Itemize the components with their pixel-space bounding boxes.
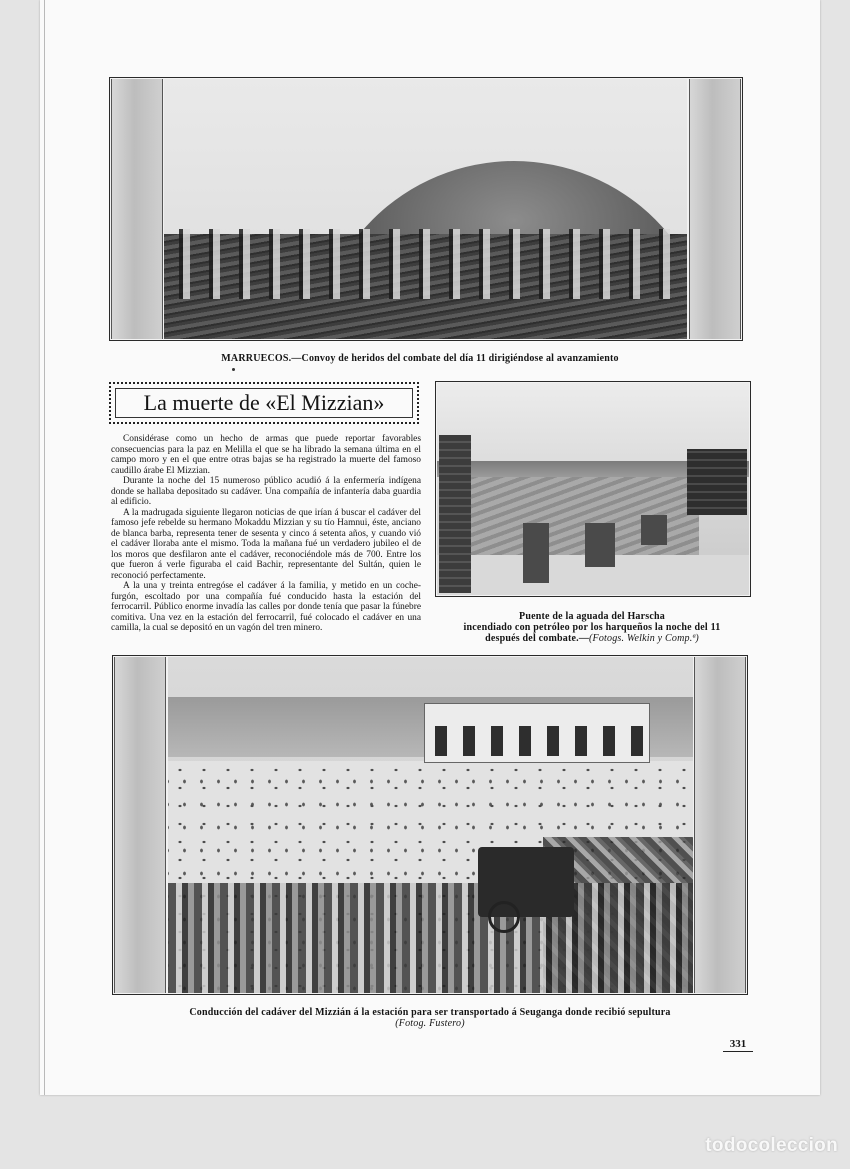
frame-left-strip <box>111 79 163 339</box>
article-body <box>111 434 421 634</box>
print-speck <box>232 368 235 371</box>
article-title-inner <box>115 388 413 418</box>
page-number: 331 <box>723 1038 753 1052</box>
convoy-photo-frame <box>109 77 743 341</box>
photo-crowd-front <box>168 883 693 993</box>
bridge-pillar-left <box>439 435 471 593</box>
convoy-caption: MARRUECOS.—Convoy de heridos del combate del día 11 dirigiéndose al avanzamiento <box>221 353 619 364</box>
convoy-soldiers <box>169 229 677 299</box>
railway-station <box>424 703 650 763</box>
convoy-photo <box>164 79 687 339</box>
article-title-box <box>109 382 419 424</box>
bridge-photo <box>437 383 749 595</box>
bridge-caption-text: después del combate.— <box>485 633 590 644</box>
article-title: La muerte de «El Mizzian» <box>143 390 385 415</box>
funeral-photo-credit: (Fotog. Fustero) <box>395 1018 465 1029</box>
bridge-caption-line: incendiado con petróleo por los harqueños la noche del 11 <box>463 622 721 633</box>
frame-right-strip <box>694 657 746 993</box>
funeral-photo-frame <box>112 655 748 995</box>
bridge-caption <box>440 611 744 644</box>
bridge-pier <box>641 515 667 545</box>
funeral-caption: Conducción del cadáver del Mizzián á la estación para ser transportado á Seuganga donde recibió sepultura <box>189 1007 671 1018</box>
frame-right-strip <box>689 79 741 339</box>
bridge-caption-line <box>440 633 744 644</box>
bridge-pier <box>585 523 615 567</box>
bridge-photo-frame <box>435 381 751 597</box>
page-fold-line <box>44 0 45 1095</box>
bridge-pier <box>523 523 549 583</box>
article-paragraph: A la una y treinta entregóse el cadáver á la familia, y metido en un coche-furgón, escoltado por una compañía fué conducido hasta la estación del ferrocarril. Público enorme invadía las calles por donde tenía que pasar la fúnebre comitiva. Una vez en la estación del ferrocarril, fué colocado el cadáver en una camilla, la cual se depositó en un vagón del tren minero. <box>111 581 421 633</box>
bridge-pillar-right <box>687 449 747 515</box>
article-paragraph: Durante la noche del 15 numeroso público acudió á la enfermería indígena donde se hallaba depositado su cadáver. Una compañía de infantería daba guardia al edificio. <box>111 476 421 507</box>
frame-left-strip <box>114 657 166 993</box>
article-paragraph: A la madrugada siguiente llegaron noticias de que irían á buscar el cadáver del famoso jefe rebelde su hermano Mokaddu Mizzian y su tío Hamnui, éste, anciano de blanca barba, representa tener de sesenta y cinco á setenta años, y cuando vió el cadáver lloraba ante el mismo. Toda la mañana fué un verdadero jubileo el de los moros que desfilaron ante el cadáver, reconociéndole más de 700. Entre los que fueron á verle figuraba el caid Bachir, representante del Sultán, quien le reconoció perfectamente. <box>111 507 421 581</box>
funeral-carriage <box>478 847 574 917</box>
watermark-logo: todocoleccion <box>705 1135 838 1156</box>
funeral-photo <box>168 657 693 993</box>
article-paragraph: Considérase como un hecho de armas que puede reportar favorables consecuencias para la paz en Melilla el que se ha librado la semana última en el campo moro y en el que entre otras bajas se ha registrado la muerte del famoso caudillo árabe El Mizzian. <box>111 434 421 476</box>
bridge-photo-credit: (Fotogs. Welkin y Comp.ª) <box>589 633 699 644</box>
bridge-caption-line: Puente de la aguada del Harscha <box>519 611 665 622</box>
